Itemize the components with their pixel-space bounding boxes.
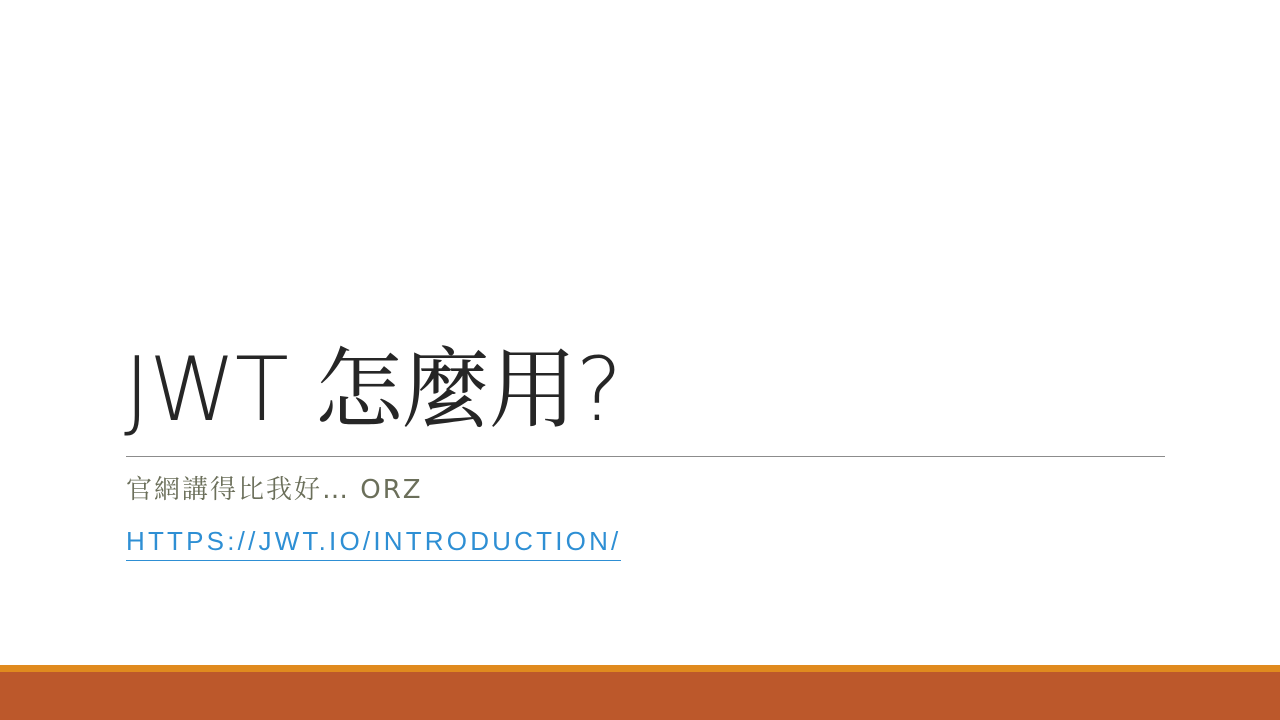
title-divider xyxy=(126,456,1165,457)
footer-accent-band xyxy=(0,665,1280,672)
jwt-introduction-link[interactable]: HTTPS://JWT.IO/INTRODUCTION/ xyxy=(126,524,621,561)
slide-title: JWT 怎麼用? xyxy=(124,338,622,441)
slide-subtitle: 官網講得比我好… ORZ xyxy=(126,475,423,505)
footer-band xyxy=(0,672,1280,720)
